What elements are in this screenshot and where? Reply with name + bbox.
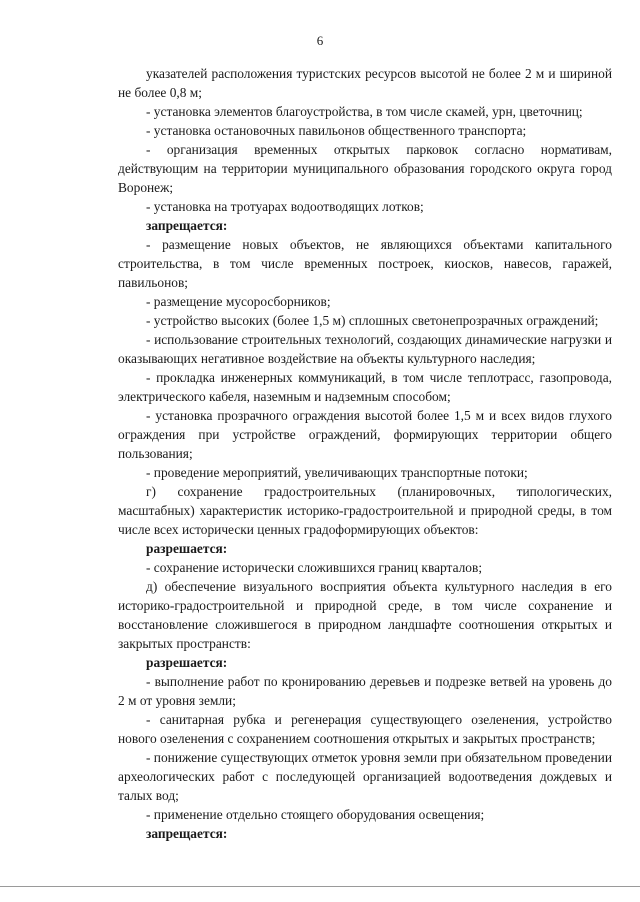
paragraph-12: - проведение мероприятий, увеличивающих транспортные потоки; xyxy=(146,465,528,480)
heading-prohibited-2: запрещается: xyxy=(146,826,228,841)
paragraph-15: д) обеспечение визуального восприятия объекта культурного наследия в его историко-градостроительной и природной среде, в том числе сохранение и восстановление сложившегося в природном ландшафте соотношения открытых и закрытых пространств: xyxy=(118,579,612,651)
paragraph-18: - понижение существующих отметок уровня земли при обязательном проведении археологических работ с последующей организацией водоотведения дождевых и талых вод; xyxy=(118,750,612,803)
page-number: 6 xyxy=(316,33,324,48)
paragraph-16: - выполнение работ по кронированию деревьев и подрезке ветвей на уровень до 2 м от уровня земли; xyxy=(118,674,612,708)
paragraph-13: г) сохранение градостроительных (планировочных, типологических, масштабных) характеристик историко-градостроительной и природной среды, в том числе всех исторически ценных градоформирующих объектов: xyxy=(118,484,612,537)
paragraph-3: - установка остановочных павильонов общественного транспорта; xyxy=(146,123,527,138)
paragraph-19: - применение отдельно стоящего оборудования освещения; xyxy=(146,807,485,822)
paragraph-8: - устройство высоких (более 1,5 м) сплошных светонепрозрачных ограждений; xyxy=(146,313,599,328)
document-body xyxy=(118,64,612,843)
paragraph-5: - установка на тротуарах водоотводящих лотков; xyxy=(146,199,424,214)
paragraph-1: указателей расположения туристских ресурсов высотой не более 2 м и шириной не более 0,8 м; xyxy=(118,66,612,100)
paragraph-14: - сохранение исторически сложившихся границ кварталов; xyxy=(146,560,483,575)
paragraph-11: - установка прозрачного ограждения высотой более 1,5 м и всех видов глухого ограждения при устройстве ограждений, формирующих территории общего пользования; xyxy=(118,408,612,461)
heading-allowed: разрешается: xyxy=(146,541,228,556)
paragraph-17: - санитарная рубка и регенерация существующего озеленения, устройство нового озеленения с сохранением соотношения открытых и закрытых пространств; xyxy=(118,712,612,746)
paragraph-4: - организация временных открытых парковок согласно нормативам, действующим на территории муниципального образования городского округа город Воронеж; xyxy=(118,142,612,195)
paragraph-10: - прокладка инженерных коммуникаций, в том числе теплотрасс, газопровода, электрического кабеля, наземным и надземным способом; xyxy=(118,370,612,404)
heading-allowed-2: разрешается: xyxy=(146,655,228,670)
footer-rule xyxy=(0,886,640,887)
paragraph-6: - размещение новых объектов, не являющихся объектами капитального строительства, в том числе временных построек, киосков, навесов, гаражей, павильонов; xyxy=(118,237,612,290)
paragraph-9: - использование строительных технологий, создающих динамические нагрузки и оказывающих негативное воздействие на объекты культурного наследия; xyxy=(118,332,612,366)
heading-prohibited: запрещается: xyxy=(146,218,228,233)
paragraph-2: - установка элементов благоустройства, в том числе скамей, урн, цветочниц; xyxy=(146,104,583,119)
paragraph-7: - размещение мусоросборников; xyxy=(146,294,331,309)
